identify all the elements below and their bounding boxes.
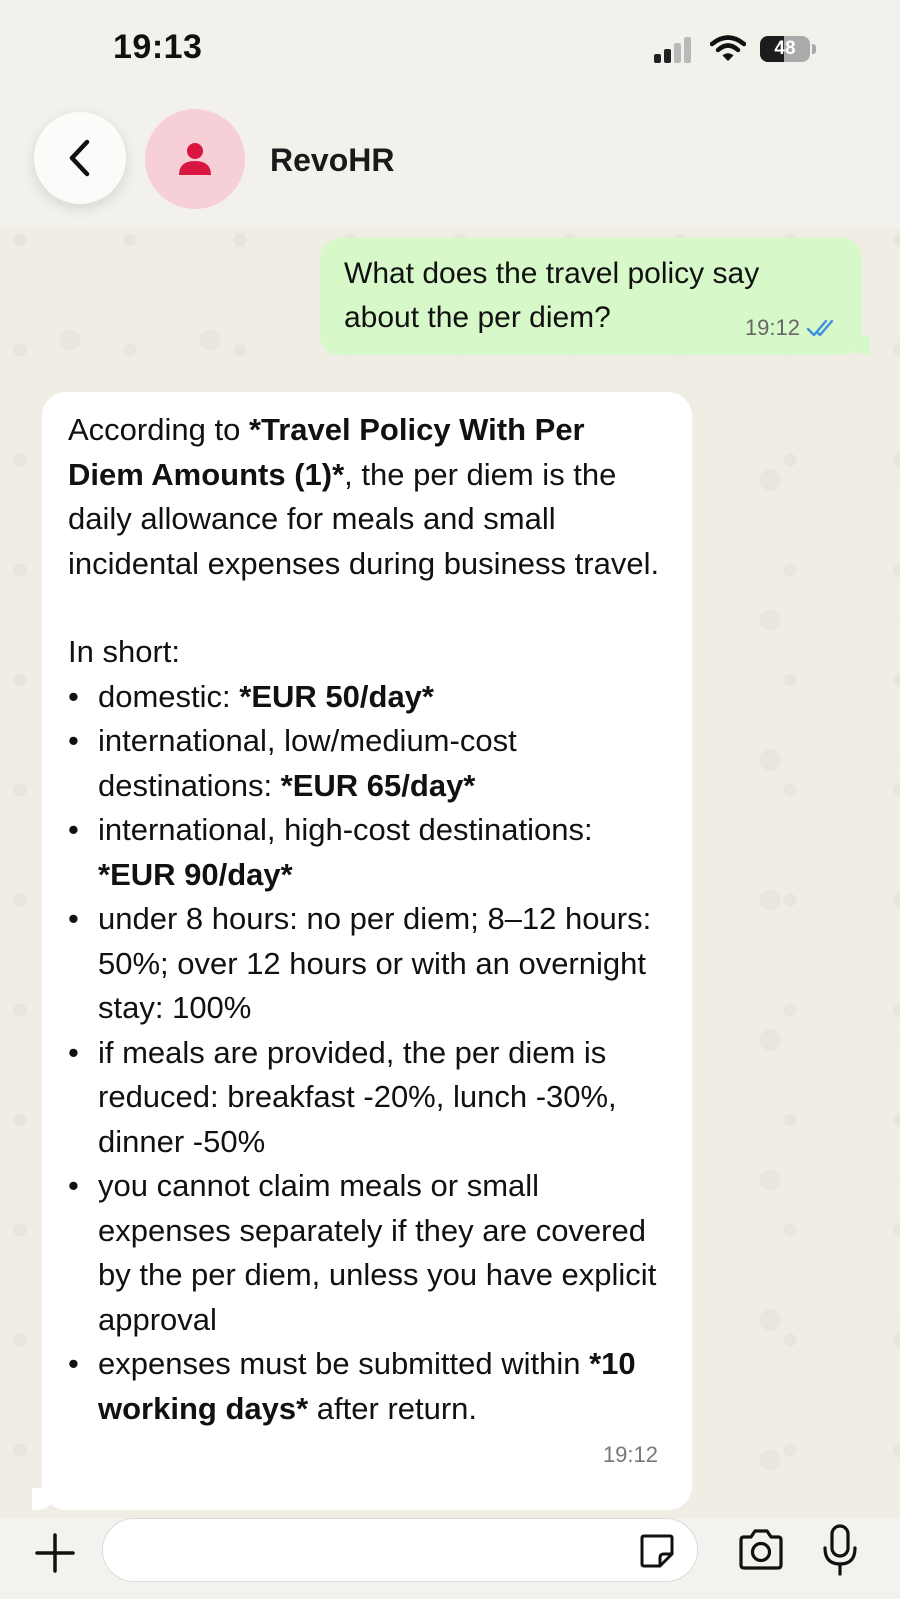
double-check-read-icon [806,318,838,338]
incoming-message[interactable] [42,392,692,1510]
bullet-text: if meals are provided, the per diem is reduced: breakfast -20%, lunch -30%, dinner -50% [98,1034,617,1159]
microphone-icon [822,1524,858,1576]
status-icons [654,33,816,65]
outgoing-message-time: 19:12 [744,315,800,340]
status-bar [0,0,900,100]
bullet-text: international, high-cost destinations: [98,812,593,847]
bullet-bold: *EUR 65/day* [280,767,476,803]
sticker-button[interactable] [638,1532,676,1570]
outgoing-message-meta [745,315,838,341]
bullet-bold: *EUR 90/day* [98,856,293,892]
incoming-message-time: 19:12 [602,1442,658,1467]
list-item [68,1164,662,1342]
camera-icon [736,1528,786,1572]
person-avatar-icon [175,139,215,179]
attach-button[interactable] [32,1530,78,1576]
chat-header [0,100,900,228]
outgoing-message[interactable] [320,238,862,355]
bullet-text: expenses must be submitted within [98,1346,590,1381]
list-item [68,719,662,808]
intro-paragraph [68,408,662,586]
message-input[interactable] [102,1518,698,1582]
bullet-text: international, low/medium-cost destinations: [98,723,517,803]
list-item [68,808,662,897]
list-item [68,675,662,720]
short-label: In short: [68,634,180,669]
incoming-message-text [68,408,662,1431]
status-time: 19:13 [113,28,203,66]
avatar[interactable] [145,109,245,209]
bullet-text: you cannot claim meals or small expenses separately if they are covered by the per diem, unless you have explicit approval [98,1168,657,1337]
camera-button[interactable] [736,1528,786,1572]
sticker-icon [638,1532,676,1570]
intro-prefix: According to [68,412,249,447]
battery-level: 48 [774,38,796,59]
bullet-text: domestic: [98,678,240,714]
chevron-left-icon [63,138,97,178]
cellular-signal-icon [654,35,696,63]
list-item [68,1031,662,1165]
input-bar [0,1518,900,1599]
plus-icon [34,1532,76,1574]
intro-bold: *Travel Policy With Per Diem Amounts (1)* [68,412,585,492]
outgoing-message-text: What does the travel policy say about the per diem? [344,257,760,334]
battery-icon [760,36,810,62]
list-item [68,1342,662,1431]
bullet-bold: *EUR 50/day* [239,678,434,714]
bullet-text: after return. [308,1390,478,1426]
list-item [68,897,662,1031]
contact-name[interactable]: RevoHR [270,142,395,178]
bullet-list [68,675,662,1432]
wifi-icon [710,35,746,63]
back-button[interactable] [34,112,126,204]
bullet-text: under 8 hours: no per diem; 8–12 hours: 50%; over 12 hours or with an overnight stay: 100% [98,901,652,1025]
microphone-button[interactable] [822,1524,858,1576]
bullet-bold: *10 working days* [98,1346,636,1426]
intro-suffix: , the per diem is the daily allowance for meals and small incidental expenses during business travel. [68,456,660,581]
